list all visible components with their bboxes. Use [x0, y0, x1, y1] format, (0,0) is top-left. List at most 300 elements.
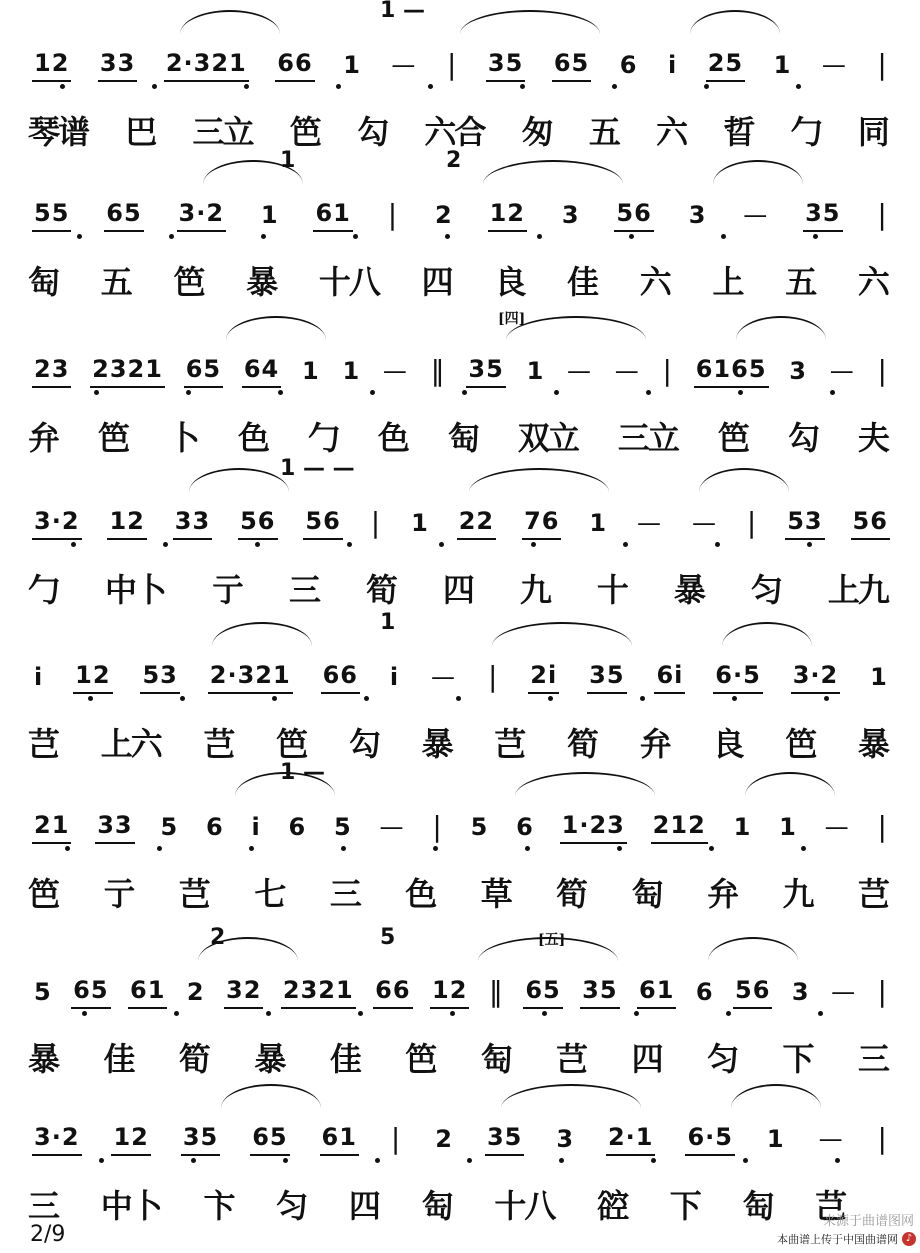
octave-dot	[445, 234, 450, 239]
note-group: 76	[522, 506, 561, 540]
octave-dots	[0, 1158, 900, 1168]
note-group: 33	[173, 506, 212, 540]
music-system	[0, 610, 920, 790]
jianzi-glyph: 匋	[447, 419, 478, 457]
octave-dot	[364, 696, 369, 701]
jianzi-tablature-line	[28, 1174, 888, 1234]
volta-marker: 5	[380, 925, 396, 950]
jianzi-glyph: 弁	[28, 419, 59, 457]
note-group: 65	[104, 198, 143, 232]
note-group: 56	[733, 975, 772, 1009]
octave-dot	[807, 542, 812, 547]
note-group: 2·321	[164, 48, 249, 82]
jianzi-glyph: 琴谱	[28, 113, 89, 151]
note-group: 35	[587, 660, 626, 694]
jianzi-glyph: 筍	[556, 875, 587, 913]
octave-dots	[0, 1011, 900, 1021]
octave-dot	[830, 390, 835, 395]
note-group: 12	[488, 198, 527, 232]
note-group: 6i	[654, 660, 685, 694]
note-group: 66	[321, 660, 360, 694]
jianzi-glyph: 匋	[421, 1187, 452, 1225]
octave-dot	[796, 84, 801, 89]
jianzi-glyph: 筍	[567, 725, 598, 763]
volta-marker: 1	[380, 610, 396, 635]
jianzi-glyph: 七	[254, 875, 285, 913]
note-group: 3	[556, 1125, 575, 1153]
volta-marker-2: 2	[446, 148, 462, 173]
note-group: 1·23	[560, 810, 627, 844]
note-group: 33	[98, 48, 137, 82]
octave-dot	[525, 846, 530, 851]
note-group: —	[743, 201, 769, 229]
note-group: 2i	[528, 660, 559, 694]
note-group: 25	[706, 48, 745, 82]
jianpu-line	[0, 640, 900, 694]
jianzi-tablature-line	[28, 1027, 888, 1087]
note-group: —	[818, 1125, 844, 1153]
octave-dots	[0, 390, 900, 400]
jianzi-glyph: 十八	[494, 1187, 555, 1225]
octave-dots	[0, 234, 900, 244]
octave-dot	[559, 1158, 564, 1163]
note-group: 22	[457, 506, 496, 540]
note-group: 2	[186, 978, 205, 1006]
note-group: 6	[205, 813, 224, 841]
note-group: 65	[250, 1122, 289, 1156]
octave-dot	[726, 1011, 731, 1016]
jianzi-glyph: 六	[656, 113, 687, 151]
note-group: —	[824, 813, 850, 841]
octave-dot	[813, 234, 818, 239]
note-group: 23	[32, 354, 71, 388]
octave-dot	[634, 1011, 639, 1016]
note-group: 5	[334, 813, 352, 841]
octave-dot	[554, 390, 559, 395]
octave-dot	[651, 1158, 656, 1163]
jianpu-line	[0, 955, 900, 1009]
octave-dot	[82, 1011, 87, 1016]
jianzi-glyph: 六	[857, 263, 888, 301]
music-note-icon: ♪	[902, 1232, 916, 1246]
note-group: 5	[160, 813, 179, 841]
jianzi-glyph: 九	[782, 875, 813, 913]
note-group: 2	[435, 201, 453, 229]
note-group: 212	[651, 810, 708, 844]
note-group: i	[34, 663, 44, 691]
jianzi-glyph: 晢	[723, 113, 754, 151]
jianzi-glyph: 暴	[673, 571, 704, 609]
jianzi-glyph: 笆	[276, 725, 307, 763]
barline: |	[370, 506, 382, 539]
jianzi-glyph: 良	[494, 263, 525, 301]
music-system	[0, 760, 920, 940]
jianzi-glyph: 谾	[597, 1187, 628, 1225]
note-group: —	[821, 51, 847, 79]
jianzi-glyph: 匀	[707, 1040, 738, 1078]
barline: |	[877, 810, 888, 843]
octave-dot	[94, 390, 99, 395]
jianzi-glyph: 芑	[857, 875, 888, 913]
jianzi-glyph: 佳	[567, 263, 598, 301]
note-group: 2	[435, 1125, 453, 1153]
octave-dot	[612, 84, 617, 89]
jianzi-glyph: 暴	[246, 263, 277, 301]
jianzi-glyph: 芑	[556, 1040, 587, 1078]
note-group: 56	[614, 198, 653, 232]
jianzi-glyph: 勾	[348, 725, 379, 763]
jianzi-glyph: 十	[596, 571, 627, 609]
jianzi-glyph: 同	[857, 113, 888, 151]
slur-mark	[478, 937, 618, 961]
note-group: 65	[71, 975, 110, 1009]
octave-dot	[60, 84, 65, 89]
note-group: 3	[688, 201, 707, 229]
note-group: —	[567, 357, 593, 385]
jianpu-line	[0, 178, 900, 232]
octave-dot	[336, 84, 341, 89]
jianzi-glyph: 勹	[28, 571, 59, 609]
octave-dot	[537, 234, 542, 239]
octave-dot	[542, 1011, 547, 1016]
jianzi-glyph: 四	[442, 571, 473, 609]
jianzi-glyph: 五	[100, 263, 131, 301]
jianzi-glyph: 笆	[173, 263, 204, 301]
jianzi-glyph: 色	[377, 419, 408, 457]
barline: |	[877, 48, 888, 81]
note-group: —	[379, 813, 405, 841]
jianzi-glyph: 三	[28, 1187, 59, 1225]
jianzi-glyph: 暴	[857, 725, 888, 763]
note-group: 1	[779, 813, 797, 841]
jianzi-glyph: 上六	[100, 725, 161, 763]
jianzi-glyph: 暴	[254, 1040, 285, 1078]
note-group: 2321	[281, 975, 356, 1009]
octave-dot	[186, 390, 191, 395]
octave-dots	[0, 696, 900, 706]
octave-dot	[244, 84, 249, 89]
jianzi-glyph: 中卜	[104, 571, 165, 609]
note-group: 2321	[90, 354, 165, 388]
jianzi-glyph: 暴	[28, 1040, 59, 1078]
jianzi-glyph: 下	[782, 1040, 813, 1078]
note-group: i	[251, 813, 261, 841]
jianzi-glyph: 卜	[167, 419, 198, 457]
note-group: 66	[373, 975, 412, 1009]
note-group: —	[431, 663, 457, 691]
jianpu-line	[0, 790, 900, 844]
jianzi-tablature-line	[28, 558, 888, 618]
octave-dot	[467, 1158, 472, 1163]
jianzi-glyph: 中卜	[100, 1187, 161, 1225]
note-group: 3·2	[32, 1122, 82, 1156]
octave-dot	[428, 84, 433, 89]
octave-dot	[623, 542, 628, 547]
note-group: 3·2	[791, 660, 841, 694]
note-group: 61	[128, 975, 167, 1009]
jianzi-glyph: 四	[421, 263, 452, 301]
octave-dot	[462, 390, 467, 395]
octave-dot	[152, 84, 157, 89]
note-group: 6·5	[713, 660, 763, 694]
note-group: 53	[785, 506, 824, 540]
note-group: 61	[320, 1122, 359, 1156]
barline: |	[390, 1122, 402, 1155]
octave-dot	[704, 84, 709, 89]
note-group: 33	[95, 810, 134, 844]
octave-dot	[180, 696, 185, 701]
note-group: 1	[411, 509, 429, 537]
jianzi-glyph: 佳	[103, 1040, 134, 1078]
page-number: 2/9	[30, 1222, 66, 1247]
jianzi-glyph: 九	[519, 571, 550, 609]
jianzi-glyph: 筍	[178, 1040, 209, 1078]
barline: |	[877, 1122, 888, 1155]
note-group: 56	[303, 506, 342, 540]
octave-dot	[157, 846, 162, 851]
jianzi-glyph: 笆	[28, 875, 59, 913]
music-system	[0, 456, 920, 636]
note-group: 3·2	[177, 198, 227, 232]
octave-dot	[721, 234, 726, 239]
note-group: 1	[302, 357, 320, 385]
jianzi-tablature-line	[28, 406, 888, 466]
note-group: 2·1	[606, 1122, 656, 1156]
barline: |	[487, 660, 499, 693]
note-group: 21	[32, 810, 71, 844]
jianzi-glyph: 笆	[785, 725, 816, 763]
octave-dot	[801, 846, 806, 851]
note-group: 1	[589, 509, 608, 537]
note-group: 35	[803, 198, 842, 232]
octave-dot	[375, 1158, 380, 1163]
footer-text: 本曲谱上传于中国曲谱网	[777, 1233, 898, 1246]
note-group: 56	[851, 506, 890, 540]
slur-mark	[708, 937, 798, 961]
octave-dot	[249, 846, 254, 851]
octave-dot	[353, 234, 358, 239]
note-group: 61	[637, 975, 676, 1009]
jianzi-glyph: 三	[329, 875, 360, 913]
volta-marker: 1 —	[280, 760, 325, 785]
footer	[777, 1231, 916, 1247]
jianzi-glyph: 笆	[717, 419, 748, 457]
note-group: 55	[32, 198, 71, 232]
jianzi-glyph: 勹	[790, 113, 821, 151]
octave-dot	[818, 1011, 823, 1016]
section-label: [五]	[538, 932, 566, 948]
note-group: —	[831, 978, 857, 1006]
octave-dot	[88, 696, 93, 701]
jianzi-glyph: 匀	[750, 571, 781, 609]
octave-dot	[732, 696, 737, 701]
jianzi-glyph: 匋	[631, 875, 662, 913]
note-group: —	[382, 357, 408, 385]
jianzi-glyph: 五	[588, 113, 619, 151]
volta-marker: 1 —	[380, 0, 425, 23]
jianzi-glyph: 三	[857, 1040, 888, 1078]
note-group: 12	[111, 1122, 150, 1156]
note-group: 56	[238, 506, 277, 540]
jianzi-glyph: 暴	[421, 725, 452, 763]
jianzi-glyph: 亍	[211, 571, 242, 609]
jianzi-glyph: 筍	[365, 571, 396, 609]
jianpu-line	[0, 486, 900, 540]
note-group: —	[391, 51, 417, 79]
jianzi-glyph: 下	[669, 1187, 700, 1225]
octave-dot	[738, 390, 743, 395]
jianzi-glyph: 勹	[307, 419, 338, 457]
music-system	[0, 1102, 920, 1252]
barline: |	[877, 198, 888, 231]
jianzi-glyph: 匀	[276, 1187, 307, 1225]
octave-dot	[163, 542, 168, 547]
octave-dot	[341, 846, 346, 851]
jianzi-tablature-line	[28, 862, 888, 922]
octave-dot	[456, 696, 461, 701]
jianzi-glyph: 上九	[827, 571, 888, 609]
note-group: 35	[486, 48, 525, 82]
jianzi-glyph: 色	[237, 419, 268, 457]
jianzi-tablature-line	[28, 250, 888, 310]
jianzi-glyph: 六	[639, 263, 670, 301]
jianzi-glyph: 笆	[97, 419, 128, 457]
jianzi-glyph: 夫	[857, 419, 888, 457]
octave-dot	[347, 542, 352, 547]
jianzi-glyph: 色	[405, 875, 436, 913]
jianzi-glyph: 芑	[178, 875, 209, 913]
octave-dot	[715, 542, 720, 547]
jianzi-glyph: 上	[712, 263, 743, 301]
octave-dot	[191, 1158, 196, 1163]
jianzi-glyph: 五	[785, 263, 816, 301]
note-group: 3	[791, 978, 810, 1006]
barline: |	[446, 48, 458, 81]
jianzi-glyph: 三	[288, 571, 319, 609]
barline: |	[877, 975, 888, 1008]
note-group: —	[691, 509, 717, 537]
octave-dots	[0, 84, 900, 94]
note-group: 6·5	[685, 1122, 735, 1156]
jianzi-glyph: 笆	[289, 113, 320, 151]
note-group: 12	[32, 48, 71, 82]
jianzi-glyph: 四	[348, 1187, 379, 1225]
barline: ‖	[430, 354, 446, 387]
octave-dot	[71, 542, 76, 547]
octave-dot	[743, 1158, 748, 1163]
octave-dot	[370, 390, 375, 395]
note-group: 5	[34, 978, 52, 1006]
jianzi-glyph: 草	[480, 875, 511, 913]
note-group: 32	[224, 975, 263, 1009]
note-group: —	[637, 509, 663, 537]
octave-dot	[169, 234, 174, 239]
jianzi-glyph: 佳	[329, 1040, 360, 1078]
octave-dot	[617, 846, 622, 851]
jianzi-glyph: 勾	[787, 419, 818, 457]
octave-dot	[261, 234, 266, 239]
music-system	[0, 925, 920, 1105]
note-group: 6	[619, 51, 638, 79]
barline: ‖	[488, 975, 504, 1008]
note-group: 1	[342, 357, 361, 385]
jianzi-glyph: 卞	[203, 1187, 234, 1225]
jianzi-glyph: 匋	[480, 1040, 511, 1078]
note-group: 35	[466, 354, 505, 388]
note-group: 3·2	[32, 506, 82, 540]
octave-dot	[358, 1011, 363, 1016]
octave-dot	[99, 1158, 104, 1163]
octave-dot	[439, 542, 444, 547]
octave-dot	[531, 542, 536, 547]
note-group: 65	[523, 975, 562, 1009]
note-group: 1	[733, 813, 752, 841]
jianzi-glyph: 匆	[521, 113, 552, 151]
jianzi-glyph: 巴	[125, 113, 156, 151]
note-group: 65	[552, 48, 591, 82]
note-group: 1	[260, 201, 279, 229]
note-group: i	[389, 663, 400, 691]
note-group: 6	[516, 813, 534, 841]
watermark: 来源于曲谱图网	[822, 1214, 914, 1229]
octave-dots	[0, 846, 900, 856]
octave-dot	[278, 390, 283, 395]
barline: |	[877, 354, 888, 387]
note-group: —	[614, 357, 640, 385]
note-group: 65	[184, 354, 223, 388]
note-group: 35	[181, 1122, 220, 1156]
note-group: 6	[695, 978, 714, 1006]
note-group: 2·321	[208, 660, 293, 694]
jianzi-glyph: 弁	[707, 875, 738, 913]
note-group: 1	[766, 1125, 785, 1153]
note-group: i	[667, 51, 678, 79]
octave-dot	[283, 1158, 288, 1163]
note-group: 3	[789, 357, 807, 385]
jianzi-glyph: 四	[631, 1040, 662, 1078]
barline: |	[662, 354, 673, 387]
note-group: 1	[773, 51, 792, 79]
jianzi-glyph: 勾	[357, 113, 388, 151]
jianzi-glyph: 亍	[103, 875, 134, 913]
note-group: 53	[140, 660, 179, 694]
jianzi-glyph: 双立	[517, 419, 578, 457]
slur-mark	[180, 10, 280, 34]
jianzi-tablature-line	[28, 712, 888, 772]
barline: |	[432, 810, 443, 843]
note-group: 12	[107, 506, 146, 540]
jianpu-line	[0, 1102, 900, 1156]
octave-dots	[0, 542, 900, 552]
jianzi-glyph: 芑	[203, 725, 234, 763]
octave-dot	[255, 542, 260, 547]
octave-dot	[77, 234, 82, 239]
jianzi-glyph: 芑	[815, 1187, 846, 1225]
octave-dot	[548, 696, 553, 701]
note-group: 5	[470, 813, 489, 841]
jianzi-glyph: 匋	[742, 1187, 773, 1225]
volta-marker: 1 — —	[280, 456, 355, 481]
note-group: 6165	[694, 354, 769, 388]
note-group: 66	[275, 48, 314, 82]
note-group: 1	[870, 663, 888, 691]
jianzi-glyph: 六合	[424, 113, 485, 151]
octave-dot	[629, 234, 634, 239]
octave-dot	[266, 1011, 271, 1016]
octave-dot	[824, 696, 829, 701]
note-group: 1	[526, 357, 545, 385]
jianzi-glyph: 十八	[318, 263, 379, 301]
